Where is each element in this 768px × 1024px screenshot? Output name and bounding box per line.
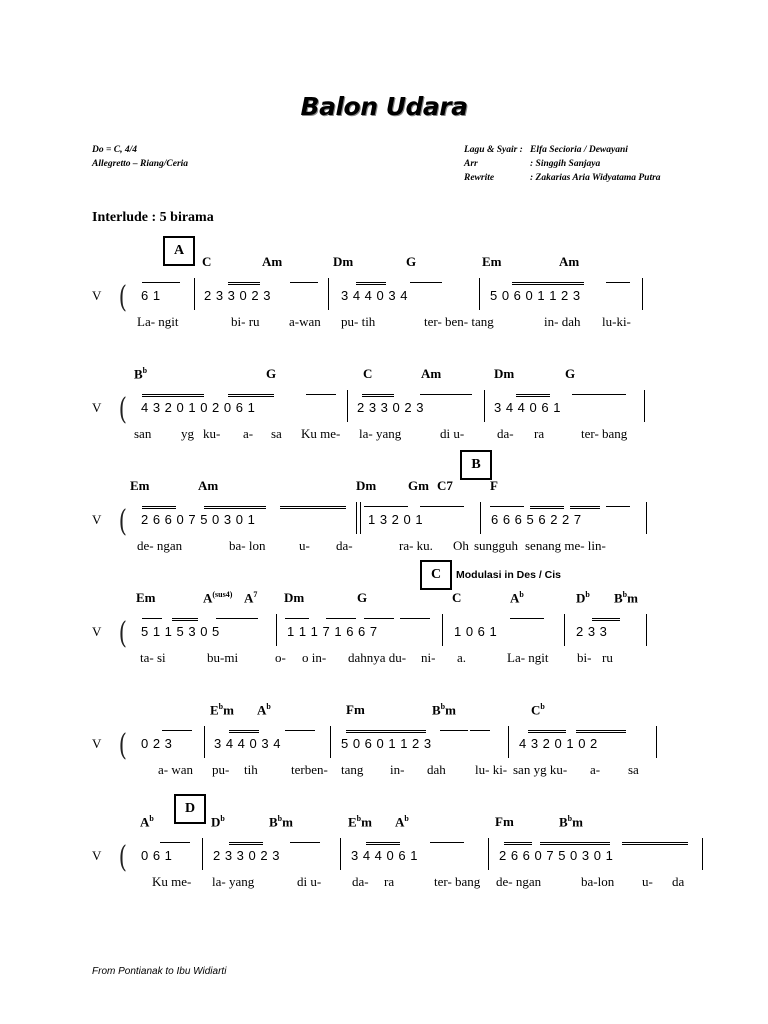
lyric: a- bbox=[243, 426, 254, 441]
rehearsal-mark-b: B bbox=[460, 450, 492, 480]
lyric: dahnya du- bbox=[348, 650, 407, 665]
chord-ebm: $E^bm$ bbox=[210, 702, 234, 718]
beam bbox=[362, 394, 394, 395]
beam bbox=[592, 618, 620, 619]
bar-line bbox=[194, 278, 195, 310]
bar-line bbox=[702, 838, 703, 870]
bar-line bbox=[204, 726, 205, 758]
interlude-label: Interlude : 5 birama bbox=[92, 210, 214, 225]
measure-notes: 0 2 3 bbox=[141, 736, 173, 751]
lyric: La- ngit bbox=[137, 314, 179, 329]
lyric: Oh bbox=[453, 538, 469, 553]
bar-line bbox=[484, 390, 485, 422]
beam bbox=[285, 730, 315, 731]
lyric: san yg ku- bbox=[513, 762, 568, 777]
credit-value-rewrite: : Zakarias Aria Widyatama Putra bbox=[530, 173, 661, 183]
chord: Em bbox=[136, 590, 156, 605]
measure-notes: 2 3 3 bbox=[576, 624, 608, 639]
chord: Em bbox=[482, 254, 502, 269]
beam bbox=[280, 506, 346, 507]
lyric: dah bbox=[427, 762, 446, 777]
bar-line bbox=[564, 614, 565, 646]
lyric: di u- bbox=[440, 426, 465, 441]
beam bbox=[326, 618, 356, 619]
lyric: da- bbox=[497, 426, 514, 441]
rehearsal-mark-c: C bbox=[420, 560, 452, 590]
lyric: a- wan bbox=[158, 762, 194, 777]
beam bbox=[540, 842, 610, 843]
chord: F bbox=[490, 478, 498, 493]
bar-line bbox=[488, 838, 489, 870]
credit-label-rewrite: Rewrite bbox=[464, 173, 495, 183]
lyric: terben- bbox=[291, 762, 328, 777]
lyric: de- ngan bbox=[137, 538, 183, 553]
lyric: u- bbox=[642, 874, 653, 889]
bar-line bbox=[656, 726, 657, 758]
chord-bbm: $B^bm$ bbox=[269, 814, 293, 830]
measure-notes: 5 0 6 0 1 1 2 3 bbox=[341, 736, 432, 751]
beam bbox=[160, 842, 190, 843]
beam bbox=[440, 730, 468, 731]
chord: G bbox=[406, 254, 417, 269]
chord: Dm bbox=[356, 478, 377, 493]
chord: Fm bbox=[346, 702, 365, 717]
bar-line bbox=[340, 838, 341, 870]
bar-line bbox=[356, 502, 357, 534]
bar-line bbox=[360, 502, 361, 534]
chord-ebm: $E^bm$ bbox=[348, 814, 372, 830]
chord-ab: $A^b$ bbox=[257, 702, 271, 718]
bar-line bbox=[508, 726, 509, 758]
lyric: tih bbox=[244, 762, 258, 777]
beam bbox=[356, 282, 386, 283]
chord: C bbox=[202, 254, 212, 269]
credit-value-lagu: Elfa Secioria / Dewayani bbox=[530, 145, 628, 155]
rehearsal-mark-d: D bbox=[174, 794, 206, 824]
measure-notes: 4 3 2 0 1 0 2 0 6 1 bbox=[141, 400, 256, 415]
chord: G bbox=[357, 590, 368, 605]
system-brace: ( bbox=[118, 616, 127, 651]
chord: C7 bbox=[437, 478, 453, 493]
beam bbox=[162, 730, 192, 731]
chord-bbm: $B^bm$ bbox=[559, 814, 583, 830]
lyric: de- ngan bbox=[496, 874, 542, 889]
beam bbox=[364, 618, 394, 619]
lyric: ba-lon bbox=[581, 874, 615, 889]
beam bbox=[606, 506, 630, 507]
chord: C bbox=[452, 590, 462, 605]
voice-label: V bbox=[92, 624, 102, 639]
beam bbox=[410, 282, 442, 283]
measure-notes: 3 4 4 0 3 4 bbox=[341, 288, 408, 303]
beam bbox=[606, 282, 630, 283]
bar-line bbox=[276, 614, 277, 646]
lyric: Ku me- bbox=[152, 874, 192, 889]
bar-line bbox=[642, 278, 643, 310]
lyric: ra- ku. bbox=[399, 538, 433, 553]
bar-line bbox=[644, 390, 645, 422]
beam bbox=[142, 506, 176, 507]
measure-notes: 2 6 6 0 7 5 0 3 0 1 bbox=[499, 848, 614, 863]
lyric: a. bbox=[457, 650, 467, 665]
lyric: ta- si bbox=[140, 650, 166, 665]
chord: Fm bbox=[495, 814, 514, 829]
measure-notes: 4 3 2 0 1 0 2 bbox=[519, 736, 598, 751]
measure-notes: 3 4 4 0 6 1 bbox=[351, 848, 418, 863]
measure-notes: 1 3 2 0 1 bbox=[368, 512, 424, 527]
lyric: o in- bbox=[302, 650, 327, 665]
lyric: ter- bang bbox=[434, 874, 481, 889]
bar-line bbox=[202, 838, 203, 870]
chord-ab: $A^b$ bbox=[510, 590, 524, 606]
measure-notes: 1 1 1 7 1 6 6 7 bbox=[287, 624, 378, 639]
beam bbox=[346, 730, 426, 731]
lyric: da- bbox=[352, 874, 369, 889]
measure-notes: 5 0 6 0 1 1 2 3 bbox=[490, 288, 581, 303]
chord-a7: $A^7$ bbox=[244, 590, 258, 606]
chord: Am bbox=[262, 254, 283, 269]
measure-notes: 1 0 6 1 bbox=[454, 624, 498, 639]
beam bbox=[470, 730, 490, 731]
beam bbox=[229, 842, 263, 843]
measure-notes: 3 4 4 0 6 1 bbox=[494, 400, 561, 415]
system-brace: ( bbox=[118, 504, 127, 539]
measure-notes: 6 6 6 5 6 2 2 7 bbox=[491, 512, 582, 527]
beam bbox=[366, 842, 400, 843]
chord-cb: $C^b$ bbox=[531, 702, 545, 718]
bar-line bbox=[646, 614, 647, 646]
chord-db: $D^b$ bbox=[211, 814, 225, 830]
lyric: la- yang bbox=[359, 426, 402, 441]
lyric: pu- tih bbox=[341, 314, 376, 329]
lyric: o- bbox=[275, 650, 286, 665]
voice-label: V bbox=[92, 512, 102, 527]
lyric: bi- ru bbox=[231, 314, 260, 329]
lyric: ni- bbox=[421, 650, 436, 665]
beam bbox=[290, 282, 318, 283]
beam bbox=[216, 618, 258, 619]
lyric: ba- lon bbox=[229, 538, 266, 553]
bar-line bbox=[328, 278, 329, 310]
chord-bbm: $B^bm$ bbox=[614, 590, 638, 606]
lyric: yg bbox=[181, 426, 194, 441]
bar-line bbox=[330, 726, 331, 758]
bar-line bbox=[479, 278, 480, 310]
chord-db: $D^b$ bbox=[576, 590, 590, 606]
lyric: u- bbox=[299, 538, 310, 553]
chord-ab: $A^b$ bbox=[395, 814, 409, 830]
lyric: di u- bbox=[297, 874, 322, 889]
tempo-marking: Allegretto – Riang/Ceria bbox=[92, 159, 189, 169]
lyric: senang me- lin- bbox=[525, 538, 606, 553]
beam bbox=[622, 842, 688, 843]
chord-bbm: $B^bm$ bbox=[432, 702, 456, 718]
beam bbox=[285, 618, 309, 619]
lyric: ra bbox=[384, 874, 395, 889]
beam bbox=[306, 394, 336, 395]
lyric: da bbox=[672, 874, 685, 889]
chord: Am bbox=[198, 478, 219, 493]
beam bbox=[530, 506, 564, 507]
beam bbox=[576, 730, 626, 731]
lyric: san bbox=[134, 426, 152, 441]
beam bbox=[142, 282, 180, 283]
beam bbox=[572, 394, 626, 395]
beam bbox=[504, 842, 532, 843]
beam bbox=[204, 506, 266, 507]
chord: Am bbox=[421, 366, 442, 381]
bar-line bbox=[480, 502, 481, 534]
lyric: a-wan bbox=[289, 314, 321, 329]
beam bbox=[570, 506, 600, 507]
measure-notes: 6 1 bbox=[141, 288, 161, 303]
chord-asus4: $A^{(sus4)}$ bbox=[203, 590, 233, 606]
lyric: ra bbox=[534, 426, 545, 441]
music-system-2 bbox=[0, 366, 768, 466]
bar-line bbox=[347, 390, 348, 422]
beam bbox=[510, 618, 544, 619]
credit-label-arr: Arr bbox=[464, 159, 478, 169]
measure-notes: 5 1 1 5 3 0 5 bbox=[141, 624, 220, 639]
voice-label: V bbox=[92, 736, 102, 751]
lyric: Ku me- bbox=[301, 426, 341, 441]
measure-notes: 2 3 3 0 2 3 bbox=[204, 288, 271, 303]
system-brace: ( bbox=[118, 392, 127, 427]
beam bbox=[228, 282, 260, 283]
beam bbox=[142, 618, 162, 619]
lyric: sa bbox=[628, 762, 639, 777]
chord: Dm bbox=[333, 254, 354, 269]
system-brace: ( bbox=[118, 280, 127, 315]
lyric: La- ngit bbox=[507, 650, 549, 665]
system-brace: ( bbox=[118, 840, 127, 875]
bar-line bbox=[442, 614, 443, 646]
beam bbox=[229, 730, 259, 731]
chord: G bbox=[565, 366, 576, 381]
chord: Am bbox=[559, 254, 580, 269]
voice-label: V bbox=[92, 400, 102, 415]
lyric: ter- ben- tang bbox=[424, 314, 494, 329]
chord: Gm bbox=[408, 478, 429, 493]
lyric: bu-mi bbox=[207, 650, 239, 665]
lyric: bi- bbox=[577, 650, 592, 665]
footer-dedication: From Pontianak to Ibu Widiarti bbox=[92, 966, 227, 977]
lyric: ru bbox=[602, 650, 613, 665]
lyric: in- bbox=[390, 762, 405, 777]
beam bbox=[516, 394, 550, 395]
beam bbox=[420, 506, 464, 507]
credit-label-lagu: Lagu & Syair : bbox=[464, 145, 523, 155]
lyric: sungguh bbox=[474, 538, 519, 553]
music-system-6 bbox=[0, 801, 768, 914]
beam bbox=[290, 842, 320, 843]
song-title: Balon Udara bbox=[300, 92, 468, 121]
lyric: la- yang bbox=[212, 874, 255, 889]
beam bbox=[400, 618, 430, 619]
measure-notes: 0 6 1 bbox=[141, 848, 173, 863]
chord: Dm bbox=[284, 590, 305, 605]
chord: G bbox=[266, 366, 277, 381]
beam bbox=[420, 394, 472, 395]
lyric: ku- bbox=[203, 426, 221, 441]
measure-notes: 3 4 4 0 3 4 bbox=[214, 736, 281, 751]
lyric: tang bbox=[341, 762, 364, 777]
credit-value-arr: : Singgih Sanjaya bbox=[530, 159, 601, 169]
beam bbox=[512, 282, 584, 283]
measure-notes: 2 3 3 0 2 3 bbox=[213, 848, 280, 863]
music-system-5 bbox=[0, 702, 768, 802]
lyric: sa bbox=[271, 426, 282, 441]
beam bbox=[364, 506, 408, 507]
chord: C bbox=[363, 366, 373, 381]
beam bbox=[528, 730, 566, 731]
beam bbox=[228, 394, 274, 395]
music-system-1 bbox=[0, 243, 768, 354]
beam bbox=[172, 618, 198, 619]
chord: Dm bbox=[494, 366, 515, 381]
rehearsal-mark-a: A bbox=[163, 236, 195, 266]
measure-notes: 2 3 3 0 2 3 bbox=[357, 400, 424, 415]
voice-label: V bbox=[92, 848, 102, 863]
bar-line bbox=[646, 502, 647, 534]
voice-label: V bbox=[92, 288, 102, 303]
beam bbox=[142, 394, 204, 395]
chord-bb: $B^b$ bbox=[134, 366, 148, 382]
chord: Em bbox=[130, 478, 150, 493]
music-system-3 bbox=[0, 457, 768, 578]
lyric: pu- bbox=[212, 762, 230, 777]
lyric: lu- ki- bbox=[475, 762, 508, 777]
system-brace: ( bbox=[118, 728, 127, 763]
measure-notes: 2 6 6 0 7 5 0 3 0 1 bbox=[141, 512, 256, 527]
beam bbox=[430, 842, 464, 843]
lyric: ter- bang bbox=[581, 426, 628, 441]
lyric: da- bbox=[336, 538, 353, 553]
lyric: lu-ki- bbox=[602, 314, 631, 329]
music-system-4 bbox=[0, 567, 768, 690]
key-time-signature: Do = C, 4/4 bbox=[92, 145, 137, 155]
lyric: a- bbox=[590, 762, 601, 777]
beam bbox=[490, 506, 524, 507]
chord-ab: $A^b$ bbox=[140, 814, 154, 830]
modulation-note: Modulasi in Des / Cis bbox=[456, 569, 562, 581]
lyric: in- dah bbox=[544, 314, 581, 329]
